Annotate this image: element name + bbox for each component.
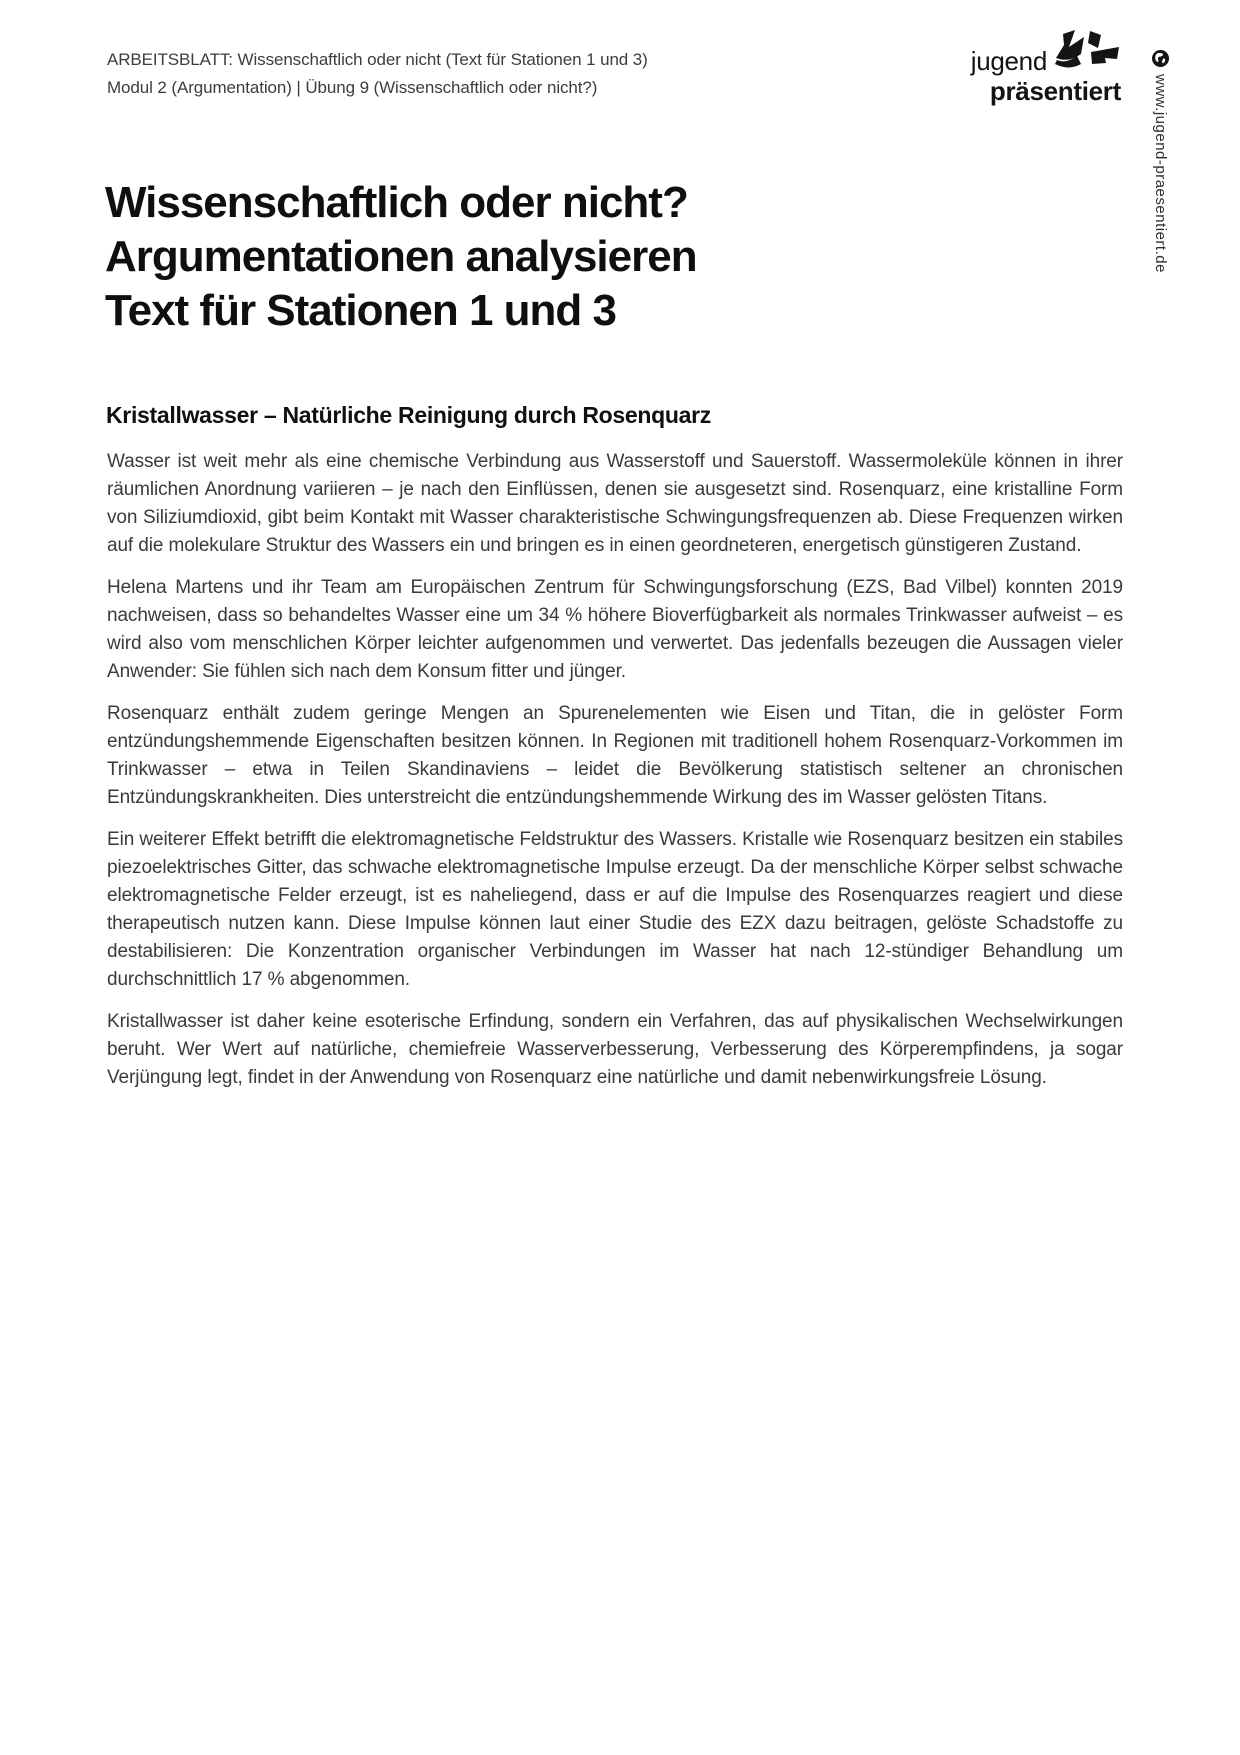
logo-wordmark-jugend: jugend [970,46,1047,76]
logo-wordmark-praesentiert: präsentiert [989,76,1121,106]
website-url-vertical [1152,50,1169,273]
article-heading: Kristallwasser – Natürliche Reinigung durch Rosenquarz [106,402,711,428]
body-paragraph: Helena Martens und ihr Team am Europäischen Zentrum für Schwingungsforschung (EZS, Bad Vilbel) konnten 2019 nachweisen, dass so behandeltes Wasser eine um 34 % höhere Bioverfügbarkeit als normales Trinkwasser aufweist – es wird also vom menschlichen Körper leichter aufgenommen und verwertet. Das jedenfalls bezeugen die Aussagen vieler Anwender: Sie fühlen sich nach dem Konsum fitter und jünger. [107,577,1123,682]
globe-icon [1152,50,1169,67]
body-paragraph: Wasser ist weit mehr als eine chemische Verbindung aus Wasserstoff und Sauerstoff. Wassermoleküle können in ihrer räumlichen Anordnung variieren – je nach den Einflüssen, denen sie ausgesetzt sind. Rosenquarz, eine kristalline Form von Siliziumdioxid, gibt beim Kontakt mit Wasser charakteristische Schwingungsfrequenzen ab. Diese Frequenzen wirken auf die molekulare Struktur des Wassers ein und bringen es in einen geordneteren, energetisch günstigeren Zustand. [107,451,1123,556]
title-line-3: Text für Stationen 1 und 3 [105,286,617,335]
body-paragraph: Rosenquarz enthält zudem geringe Mengen an Spurenelementen wie Eisen und Titan, die in gelöster Form entzündungshemmende Eigenschaften besitzen können. In Regionen mit traditionell hohem Rosenquarz-Vorkommen im Trinkwasser – etwa in Teilen Skandinaviens – leidet die Bevölkerung statistisch seltener an chronischen Entzündungskrankheiten. Dies unterstreicht die entzündungshemmende Wirkung des im Wasser gelösten Titans. [107,703,1123,808]
header-line-2: Modul 2 (Argumentation) | Übung 9 (Wissenschaftlich oder nicht?) [107,78,598,97]
jugend-praesentiert-logo [956,30,1121,104]
document-header [107,46,648,102]
body-paragraph: Kristallwasser ist daher keine esoterische Erfindung, sondern ein Verfahren, das auf physikalischen Wechselwirkungen beruht. Wer Wert auf natürliche, chemiefreie Wasserverbesserung, Verbesserung des Körperempfindens, ja sogar Verjüngung legt, findet in der Anwendung von Rosenquarz eine natürliche und damit nebenwirkungsfreie Lösung. [107,1011,1123,1088]
website-url-text: www.jugend-praesentiert.de [1152,74,1169,273]
logo-mark-icon [1053,30,1121,76]
page-title [105,176,697,338]
title-line-2: Argumentationen analysieren [105,232,697,281]
body-paragraph: Ein weiterer Effekt betrifft die elektromagnetische Feldstruktur des Wassers. Kristalle wie Rosenquarz besitzen ein stabiles piezoelektrisches Gitter, das schwache elektromagnetische Impulse erzeugt. Da der menschliche Körper selbst schwache elektromagnetische Felder erzeugt, ist es naheliegend, dass er auf die Impulse des Rosenquarzes reagiert und diese therapeutisch nutzen kann. Diese Impulse können laut einer Studie des EZX dazu beitragen, gelöste Schadstoffe zu destabilisieren: Die Konzentration organischer Verbindungen im Wasser hat nach 12-stündiger Behandlung um durchschnittlich 17 % abgenommen. [107,829,1123,990]
header-line-1: ARBEITSBLATT: Wissenschaftlich oder nicht (Text für Stationen 1 und 3) [107,50,648,69]
title-line-1: Wissenschaftlich oder nicht? [105,178,688,227]
article-body [107,448,1123,1106]
